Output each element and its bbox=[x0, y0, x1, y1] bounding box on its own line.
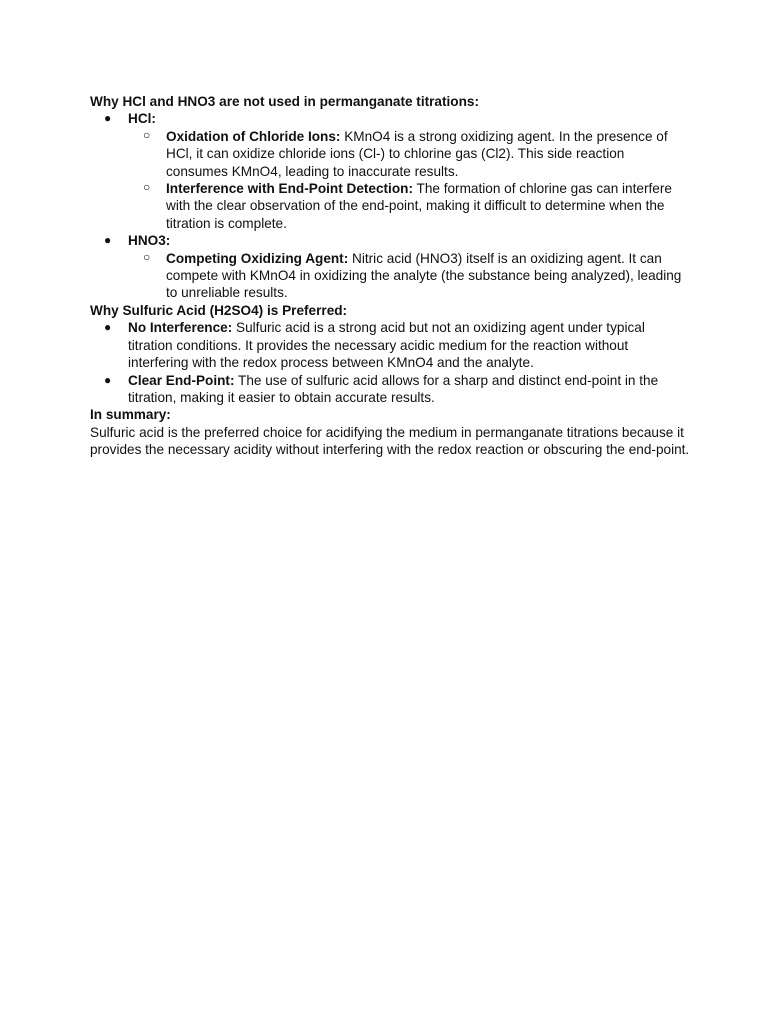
sublist-hno3 bbox=[128, 250, 690, 302]
sublist-item-text: The formation of chlorine gas can interfere with the clear observation of the end-point, making it difficult to determine when the titration is complete. bbox=[166, 181, 672, 231]
sublist-item bbox=[128, 180, 690, 232]
bullet-icon: ● bbox=[104, 233, 112, 248]
document-body bbox=[90, 93, 690, 459]
sublist-hcl bbox=[128, 128, 690, 232]
summary-text: Sulfuric acid is the preferred choice for acidifying the medium in permanganate titrations because it provides the necessary acidity without interfering with the redox reaction or obscuring the end-point. bbox=[90, 424, 690, 458]
section-heading-hcl-hno3: Why HCl and HNO3 are not used in permanganate titrations: bbox=[90, 94, 479, 109]
bullet-icon: ● bbox=[104, 372, 112, 387]
list-item-term: No Interference: bbox=[128, 320, 233, 336]
sublist-item bbox=[128, 128, 690, 180]
hollow-bullet-icon: ○ bbox=[143, 127, 151, 142]
list-item-label: HCl: bbox=[128, 111, 156, 127]
sublist-item-text: Nitric acid (HNO3) itself is an oxidizing agent. It can compete with KMnO4 in oxidizing the analyte (the substance being analyzed), leading to unreliable results. bbox=[166, 250, 682, 301]
sublist-item bbox=[128, 250, 690, 302]
bullet-icon: ● bbox=[104, 320, 112, 335]
list-item-term: Clear End-Point: bbox=[128, 372, 235, 388]
summary-heading: In summary: bbox=[90, 407, 171, 423]
sublist-item-text: KMnO4 is a strong oxidizing agent. In the presence of HCl, it can oxidize chloride ions (Cl-) to chlorine gas (Cl2). This side reaction consumes KMnO4, leading to inaccurate results. bbox=[166, 128, 668, 179]
list-item-hno3 bbox=[90, 232, 690, 302]
sublist-item-term: Interference with End-Point Detection: bbox=[166, 181, 413, 197]
list-item bbox=[90, 319, 690, 371]
list-item bbox=[90, 372, 690, 407]
hollow-bullet-icon: ○ bbox=[143, 180, 151, 195]
sublist-item-term: Oxidation of Chloride Ions: bbox=[166, 128, 341, 144]
acid-list bbox=[90, 110, 690, 301]
sublist-item-term: Competing Oxidizing Agent: bbox=[166, 250, 349, 266]
list-item-text: The use of sulfuric acid allows for a sharp and distinct end-point in the titration, making it easier to obtain accurate results. bbox=[128, 372, 659, 405]
sulfuric-list bbox=[90, 319, 690, 406]
list-item-label: HNO3: bbox=[128, 233, 171, 249]
list-item-hcl bbox=[90, 110, 690, 232]
section-heading-sulfuric: Why Sulfuric Acid (H2SO4) is Preferred: bbox=[90, 302, 348, 318]
list-item-text: Sulfuric acid is a strong acid but not an oxidizing agent under typical titration conditions. It provides the necessary acidic medium for the reaction without interfering with the redox process between KMnO4 and the analyte. bbox=[128, 320, 645, 371]
bullet-icon: ● bbox=[104, 111, 112, 126]
hollow-bullet-icon: ○ bbox=[143, 249, 151, 264]
